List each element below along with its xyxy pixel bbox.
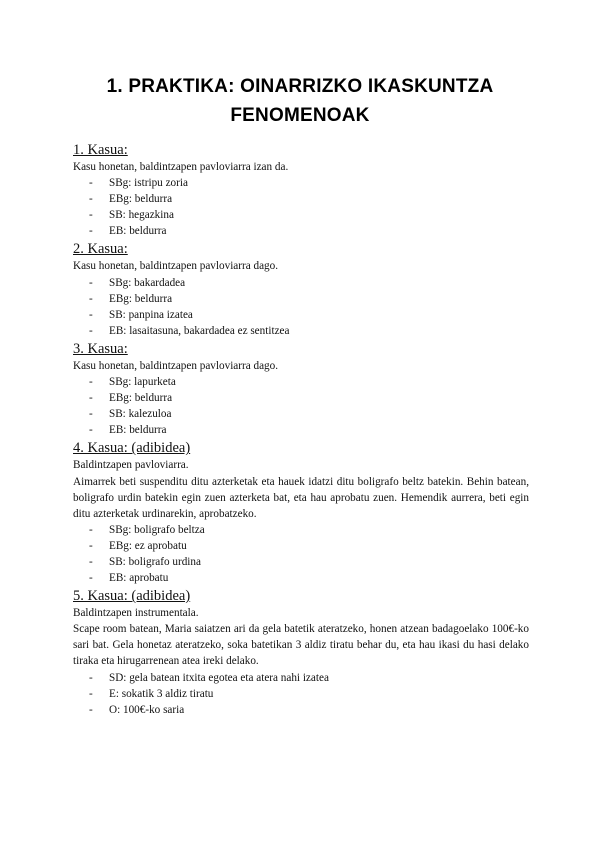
list-dash: - — [89, 292, 93, 305]
list-dash: - — [89, 376, 93, 389]
case-description: Baldintzapen pavloviarra. — [73, 459, 189, 472]
case-heading: 1. Kasua: — [73, 142, 128, 158]
list-dash: - — [89, 555, 93, 568]
list-item — [73, 686, 529, 702]
list-dash: - — [89, 671, 93, 684]
list-item — [73, 390, 529, 406]
case-description: Kasu honetan, baldintzapen pavloviarra dago. — [73, 260, 279, 273]
list-item — [73, 307, 529, 323]
list-dash: - — [89, 276, 93, 289]
list-dash: - — [89, 193, 93, 206]
page-title: 1. PRAKTIKA: OINARRIZKO IKASKUNTZA FENOMENOAK — [106, 76, 494, 126]
list-item — [73, 291, 529, 307]
case-item-list — [73, 175, 529, 239]
list-item-text: SB: boligrafo urdina — [109, 555, 201, 568]
list-dash: - — [89, 408, 93, 421]
list-item — [73, 374, 529, 390]
case-description: Kasu honetan, baldintzapen pavloviarra izan da. — [73, 161, 289, 173]
case-description: Baldintzapen instrumentala. — [73, 607, 199, 620]
case-item-list — [73, 374, 529, 438]
list-item-text: SB: panpina izatea — [109, 308, 193, 321]
list-item — [73, 223, 529, 239]
case-item-list — [73, 522, 529, 586]
list-item-text: SBg: lapurketa — [109, 376, 176, 389]
list-dash: - — [89, 308, 93, 321]
list-item-text: EB: beldurra — [109, 424, 167, 437]
case-heading: 2. Kasua: — [73, 241, 128, 258]
list-dash: - — [89, 225, 93, 238]
list-item-text: SB: hegazkina — [109, 209, 174, 222]
case-example-text: Scape room batean, Maria saiatzen ari da gela batetik ateratzeko, honen atzean badagoelako 100€-ko sari bat. Gela honetaz ateratzeko, soka batetikan 3 aldiz tiratu behar du, eta hau ikasi du hasi delako tiraka eta hirugarrenean atea ireki delako. — [73, 623, 529, 668]
list-dash: - — [89, 703, 93, 716]
list-item-text: SBg: boligrafo beltza — [109, 523, 205, 536]
list-item-text: EB: lasaitasuna, bakardadea ez sentitzea — [109, 324, 290, 337]
case-section — [73, 340, 529, 438]
case-description: Kasu honetan, baldintzapen pavloviarra dago. — [73, 359, 279, 372]
list-dash: - — [89, 209, 93, 222]
list-item — [73, 323, 529, 339]
case-item-list — [73, 275, 529, 339]
case-section — [73, 439, 529, 586]
list-item — [73, 702, 529, 718]
list-item — [73, 175, 529, 191]
case-section — [73, 587, 529, 718]
list-item-text: EBg: beldurra — [109, 392, 173, 405]
document-body — [73, 141, 529, 719]
list-item — [73, 406, 529, 422]
list-item — [73, 554, 529, 570]
list-dash: - — [89, 177, 93, 190]
list-item-text: SD: gela batean itxita egotea eta atera nahi izatea — [109, 671, 329, 684]
list-item-text: SB: kalezuloa — [109, 408, 172, 421]
list-item — [73, 191, 529, 207]
list-dash: - — [89, 392, 93, 405]
case-item-list — [73, 670, 529, 718]
list-item-text: EBg: ez aprobatu — [109, 539, 187, 552]
list-item-text: O: 100€-ko saria — [109, 703, 185, 716]
list-dash: - — [89, 687, 93, 700]
list-dash: - — [89, 424, 93, 437]
case-heading: 3. Kasua: — [73, 340, 128, 357]
case-section — [73, 141, 529, 239]
case-section — [73, 240, 529, 338]
list-item — [73, 275, 529, 291]
list-item — [73, 538, 529, 554]
case-heading: 4. Kasua: (adibidea) — [73, 440, 191, 457]
list-item-text: SBg: bakardadea — [109, 276, 186, 289]
list-item — [73, 522, 529, 538]
list-item-text: EB: beldurra — [109, 225, 167, 238]
list-item-text: EBg: beldurra — [109, 193, 173, 206]
list-dash: - — [89, 572, 93, 585]
list-item — [73, 670, 529, 686]
list-item — [73, 570, 529, 586]
list-item-text: SBg: istripu zoria — [109, 177, 188, 190]
case-example-text: Aimarrek beti suspenditu ditu azterketak eta hauek idatzi ditu boligrafo beltz batekin. Behin batean, boligrafo urdin batekin egin zuen azterketa bat, eta hau aprobatu zuen. Hemendik aurrera, beti egin ditu azterketak urdinarekin, aprobatzeko. — [73, 475, 529, 520]
list-item — [73, 422, 529, 438]
list-dash: - — [89, 324, 93, 337]
list-item-text: E: sokatik 3 aldiz tiratu — [109, 687, 214, 700]
case-heading: 5. Kasua: (adibidea) — [73, 588, 191, 605]
list-item-text: EBg: beldurra — [109, 292, 173, 305]
list-item-text: EB: aprobatu — [109, 572, 169, 585]
list-item — [73, 207, 529, 223]
list-dash: - — [89, 523, 93, 536]
list-dash: - — [89, 539, 93, 552]
